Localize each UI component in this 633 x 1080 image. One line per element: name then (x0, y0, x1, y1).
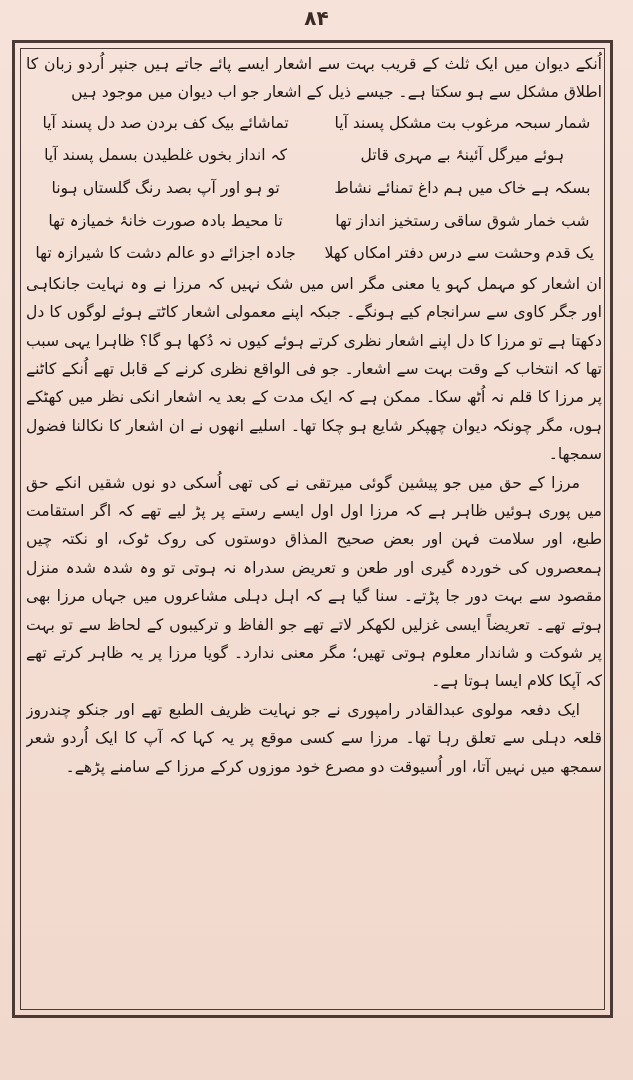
paragraph-2: ان اشعار کو مہمل کہو یا معنی مگر اس میں شک نہیں کہ مرزا نے وہ نہایت جانکاہی اور جگر کاوی سے سرانجام کیے ہونگے۔ جبکہ اپنے معمولی اشعار کاٹتے ہوئے لوگوں کا دل دکھتا ہے تو مرزا کا دل اپنے اشعار نظری کرتے ہوئے کیوں نہ دُکھا ہو گا؟ ظاہرا یہی سبب تھا کہ انتخاب کے وقت بہت سے اشعار۔ جو فی الواقع نظری کرنے کے قابل تھے اُنکے کاٹنے پر مرزا کا قلم نہ اُٹھ سکا۔ ممکن ہے کہ ایک مدت کے بعد یہ اشعار انکی نظر میں کھٹکے ہوں، مگر چونکہ دیوان چھپکر شایع ہو چکا تھا۔ اسلیے انھوں نے ان اشعار کا نکالنا فضول سمجھا۔ (26, 274, 602, 464)
couplet (34, 205, 594, 238)
text-body (26, 50, 602, 1000)
couplet-first-line: بسکہ ہے خاک میں ہم داغ تمنائے نشاط (334, 179, 591, 197)
page-number: ۸۴ (304, 6, 329, 30)
couplet (34, 237, 594, 270)
couplet-first-line: یک قدم وحشت سے درس دفتر امکاں کھلا (324, 244, 594, 263)
couplet (34, 172, 594, 205)
couplet-first-line: شمار سبحہ مرغوب بت مشکل پسند آیا (334, 113, 591, 132)
couplet (34, 139, 594, 172)
paragraph-3: مرزا کے حق میں جو پیشین گوئی میرتقی نے کی تھی اُسکی دو نوں شقیں انکے حق میں پوری ہوئیں ظاہر ہے کہ مرزا اول اول ایسے رستے پر پڑ لیے تھے کہ اگر استقامت طبع، اور سلامت فہن اور بعض صحیح المذاق دوستوں کی روک ٹوک، او نکتہ چیں ہمعصروں کی خوردہ گیری اور طعن و تعریض سدراہ نہ ہوتی تو وہ شدہ شدہ منزل مقصود سے بہت دور جا پڑتے۔ سنا گیا ہے کہ اہل دہلی مشاعروں میں جہاں مرزا بھی ہوتے تھے۔ تعریضاً ایسی غزلیں لکھکر لاتے تھے جو الفاظ و ترکیبوں کے لحاظ سے تو بہت پر شوکت و شاندار معلوم ہوتی تھیں؛ مگر معنی ندارد۔ گویا مرزا پر یہ ظاہر کرتے تھے کہ آپکا کلام ایسا ہوتا ہے۔ (26, 473, 602, 691)
paragraph-intro: اُنکے دیوان میں ایک ثلث کے قریب بہت سے اشعار ایسے پائے جاتے ہیں جنپر اُردو زبان کا اطلاق مشکل سے ہو سکتا ہے۔ جیسے ذیل کے اشعار جو اب دیوان میں موجود ہیں (26, 55, 602, 102)
couplet-first-line: ہوئے میرگل آئینۂ بے مہری قاتل (360, 146, 565, 165)
couplet-second-line: تماشائے بیک کف بردن صد دل پسند آیا (42, 113, 289, 132)
couplet (34, 107, 594, 140)
couplet-second-line: کہ انداز بخوں غلطیدن بسمل پسند آیا (44, 146, 288, 165)
couplet-second-line: جادہ اجزائے دو عالم دشت کا شیرازہ تھا (35, 244, 296, 263)
poetry-block (26, 107, 602, 270)
couplet-second-line: تا محیط بادہ صورت خانۂ خمیازہ تھا (48, 211, 283, 230)
couplet-second-line: تو ہو اور آپ بصد رنگ گلستاں ہونا (51, 179, 280, 197)
couplet-first-line: شب خمار شوق ساقی رستخیز انداز تھا (335, 211, 590, 230)
paragraph-4: ایک دفعہ مولوی عبدالقادر رامپوری نے جو نہایت ظریف الطبع تھے اور جنکو چندروز قلعہ دہلی سے تعلق رہا تھا۔ مرزا سے کسی موقع پر یہ کہا کہ آپ کا ایک اُردو شعر سمجھ میں نہیں آتا، اور اُسیوقت دو مصرع خود موزوں کرکے مرزا کے سامنے پڑھے۔ (26, 700, 602, 776)
